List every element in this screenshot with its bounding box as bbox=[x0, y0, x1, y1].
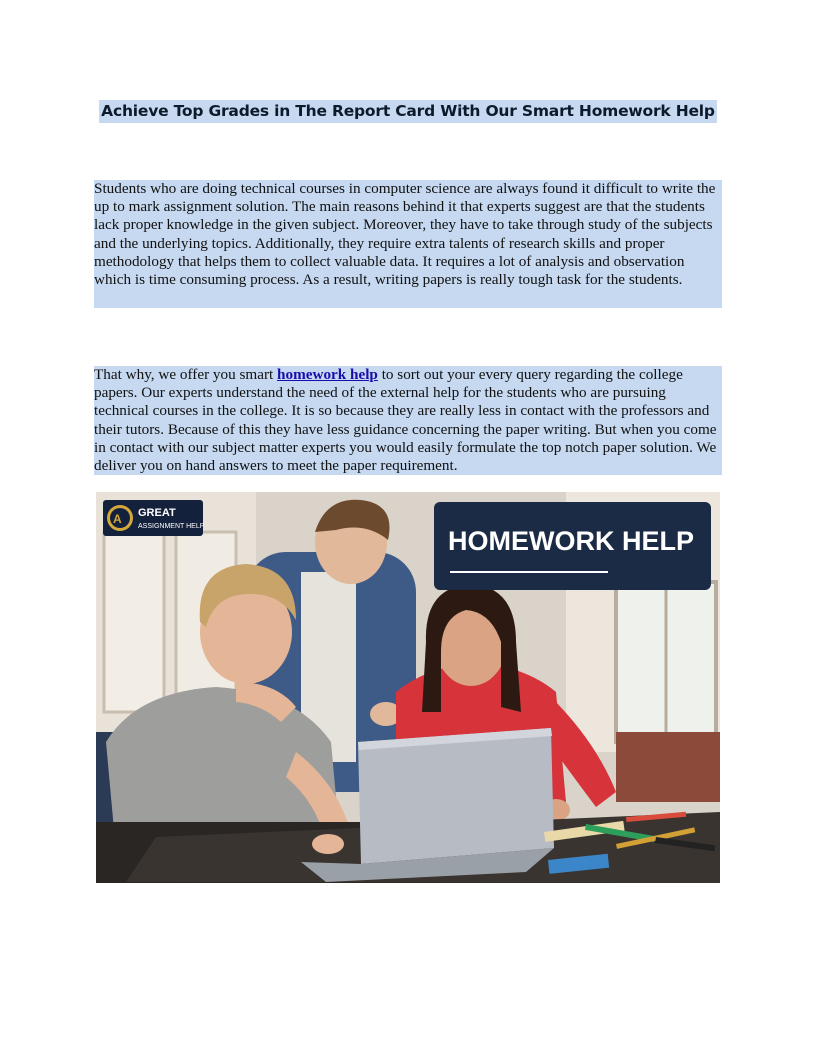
paragraph-2-intro: That why, we offer you smart bbox=[94, 366, 278, 383]
logo-line-2: ASSIGNMENT HELP bbox=[138, 523, 205, 530]
banner-text: HOMEWORK HELP bbox=[448, 526, 694, 556]
paragraph-1: Students who are doing technical courses in computer science are always found it difficult to write the up to mark assignment solution. The main reasons behind it that experts suggest are that the students lack proper knowledge in the given subject. Moreover, they have to take through study of the subjects and the underlying topics. Additionally, they require extra talents of research skills and proper methodology that helps them to collect valuable data. It requires a lot of analysis and observation which is time consuming process. As a result, writing papers is really tough task for the students. bbox=[94, 180, 722, 308]
homework-help-banner bbox=[434, 502, 711, 590]
paragraph-2-body: to sort out your every query regarding the college papers. Our experts understand the need of the external help for the students who are pursuing technical courses in the college. It is so because they are really less in contact with the professors and their tutors. Because of this they have less guidance concerning the paper writing. But when you come in contact with our subject matter experts you would easily formulate the top notch paper solution. We deliver you on hand answers to meet the paper requirement. bbox=[94, 366, 717, 475]
svg-text:A: A bbox=[113, 512, 122, 526]
students-photo bbox=[96, 492, 720, 883]
great-assignment-help-logo bbox=[103, 500, 205, 536]
paragraph-2 bbox=[94, 366, 722, 475]
title-container bbox=[0, 100, 816, 123]
page-title: Achieve Top Grades in The Report Card With Our Smart Homework Help bbox=[99, 100, 717, 123]
homework-help-link[interactable]: homework help bbox=[277, 366, 378, 383]
logo-line-1: GREAT bbox=[138, 507, 176, 519]
